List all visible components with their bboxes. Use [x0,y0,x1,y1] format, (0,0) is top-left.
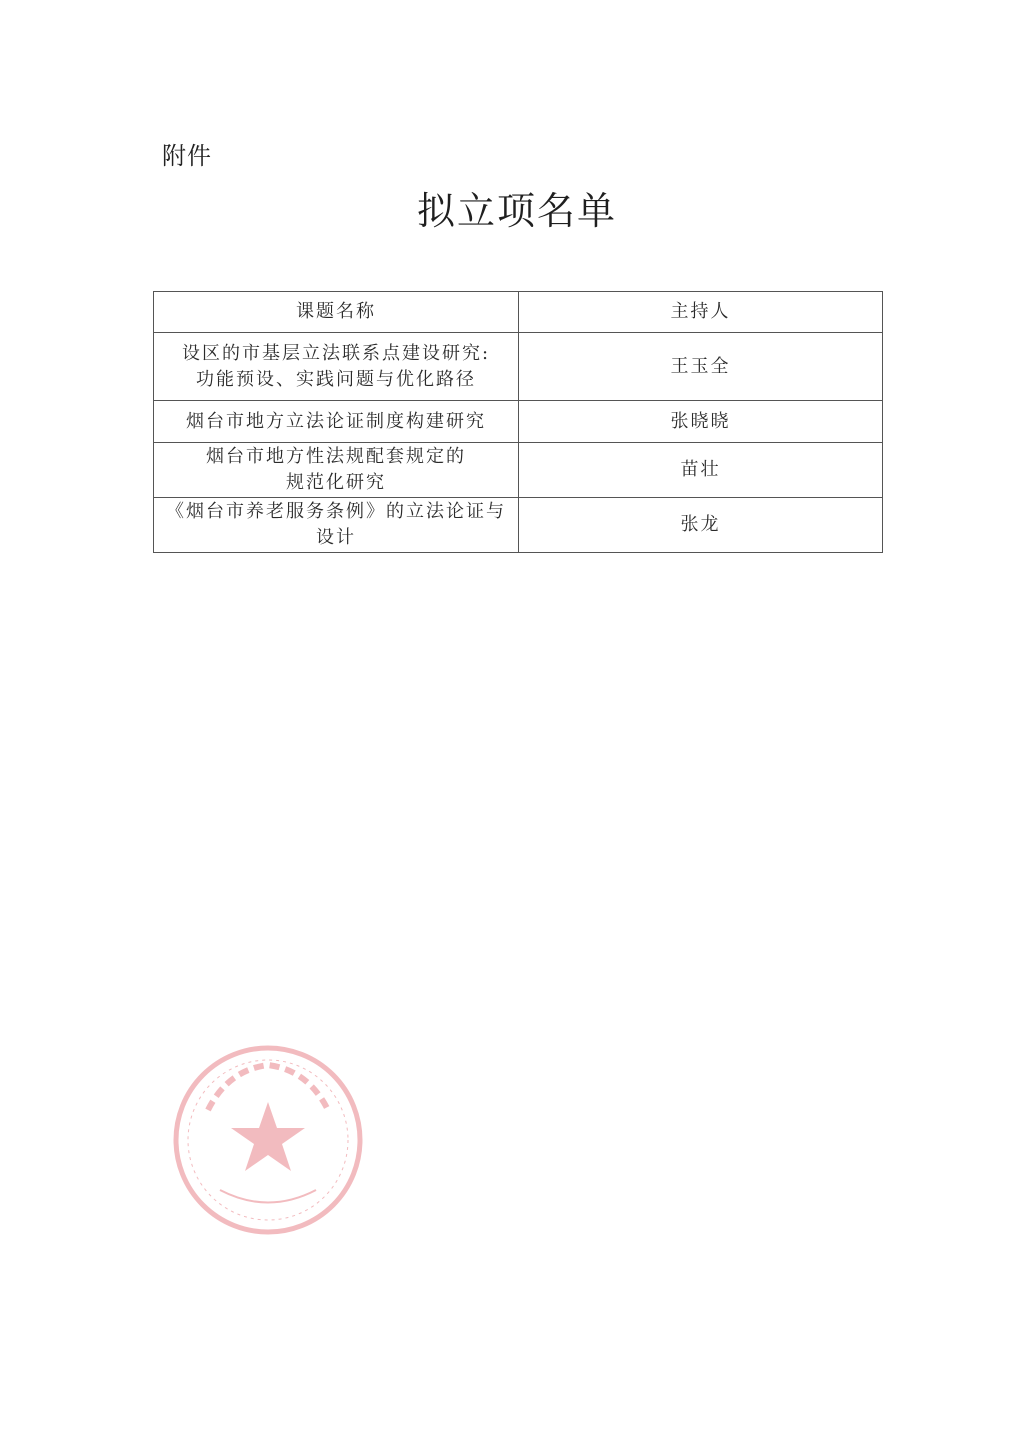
topic-cell [154,333,519,401]
attachment-label: 附件 [162,142,212,170]
host-cell: 张晓晓 [518,401,882,443]
topic-line: 规范化研究 [285,472,386,493]
host-cell: 张龙 [518,498,882,553]
project-list-table [153,291,883,553]
topic-line: 设区的市基层立法联系点建设研究: [181,342,491,364]
table-row [154,498,883,553]
topic-cell [154,498,519,553]
topic-line: 烟台市地方立法论证制度构建研究 [185,410,486,432]
table-row [154,401,883,443]
table-row [154,333,883,401]
topic-cell [154,401,519,443]
table-header-row [154,292,883,333]
topic-line: 《烟台市养老服务条例》的立法论证与 [165,501,506,522]
topic-cell [154,443,519,498]
column-header-host: 主持人 [518,292,882,333]
host-cell: 苗壮 [518,443,882,498]
column-header-topic: 课题名称 [154,292,519,333]
official-seal-icon [168,1040,368,1240]
document-title: 拟立项名单 [416,189,617,233]
topic-line: 设计 [315,527,356,548]
host-cell: 王玉全 [518,333,882,401]
topic-line: 烟台市地方性法规配套规定的 [205,446,466,467]
table-row [154,443,883,498]
topic-line: 功能预设、实践问题与优化路径 [195,368,476,390]
